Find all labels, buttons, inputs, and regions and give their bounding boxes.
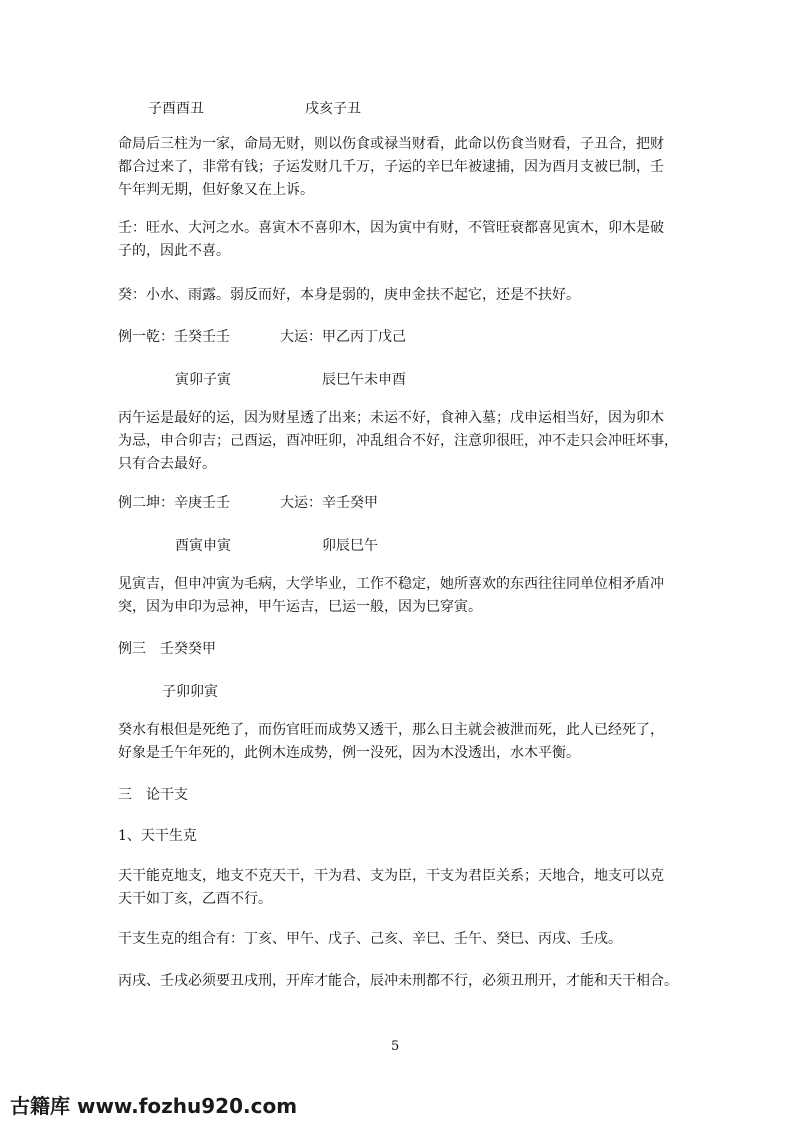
subsection-heading: 1、天干生克 <box>118 828 197 844</box>
text-line: 干支生克的组合有：丁亥、甲午、戊子、己亥、辛巳、壬午、癸巳、丙戌、壬戌。 <box>118 931 622 947</box>
example-branches: 子卯卯寅 <box>162 684 218 700</box>
text-line: 见寅吉，但申冲寅为毛病，大学毕业，工作不稳定，她所喜欢的东西往往同单位相矛盾冲 <box>118 576 664 592</box>
text-line: 突，因为申印为忌神，甲午运吉，巳运一般，因为巳穿寅。 <box>118 599 482 615</box>
text-line: 癸水有根但是死绝了，而伤官旺而成势又透干，那么日主就会被泄而死，此人已经死了， <box>118 722 664 738</box>
chart-right: 戌亥子丑 <box>305 101 361 117</box>
text-line: 癸：小水、雨露。弱反而好，本身是弱的，庚申金扶不起它，还是不扶好。 <box>118 287 580 303</box>
example-label: 例一乾：壬癸壬壬 <box>118 329 230 345</box>
text-line: 天干能克地支，地支不克天干，干为君、支为臣，干支为君臣关系；天地合，地支可以克 <box>118 868 664 884</box>
dayun: 大运：辛壬癸甲 <box>280 495 378 511</box>
text-line: 丙午运是最好的运，因为财星透了出来；未运不好，食神入墓；戊申运相当好，因为卯木 <box>118 410 664 426</box>
dayun-branches: 卯辰巳午 <box>322 538 378 554</box>
text-line: 午年判无期，但好象又在上诉。 <box>118 182 314 198</box>
example-label: 例二坤：辛庚壬壬 <box>118 495 230 511</box>
dayun-branches: 辰巳午未申酉 <box>322 372 406 388</box>
text-line: 丙戌、壬戌必须要丑戌刑，开库才能合，辰冲未刑都不行，必须丑刑开，才能和天干相合。 <box>118 973 678 989</box>
chart-left: 子酉酉丑 <box>148 101 204 117</box>
dayun: 大运：甲乙丙丁戊己 <box>280 329 406 345</box>
text-line: 天干如丁亥，乙酉不行。 <box>118 891 272 907</box>
text-line: 壬：旺水、大河之水。喜寅木不喜卯木，因为寅中有财，不管旺衰都喜见寅木，卯木是破 <box>118 220 664 236</box>
text-line: 好象是壬午年死的，此例木连成势，例一没死，因为木没透出，水木平衡。 <box>118 745 580 761</box>
example-label: 例三 壬癸癸甲 <box>118 641 216 657</box>
text-line: 只有合去最好。 <box>118 456 216 472</box>
example-branches: 寅卯子寅 <box>175 372 231 388</box>
text-line: 命局后三柱为一家，命局无财，则以伤食或禄当财看，此命以伤食当财看，子丑合，把财 <box>118 136 664 152</box>
section-heading: 三 论干支 <box>118 787 188 803</box>
text-line: 子的，因此不喜。 <box>118 243 230 259</box>
page-number: 5 <box>391 1039 400 1054</box>
watermark-logo: 古籍库 www.fozhu920.com <box>10 1094 298 1118</box>
example-branches: 酉寅申寅 <box>175 538 231 554</box>
text-line: 都合过来了，非常有钱；子运发财几千万，子运的辛巳年被逮捕，因为酉月支被巳制，壬 <box>118 159 664 175</box>
text-line: 为忌，申合卯吉；己酉运，酉冲旺卯，冲乱组合不好，注意卯很旺，冲不走只会冲旺坏事， <box>118 433 678 449</box>
